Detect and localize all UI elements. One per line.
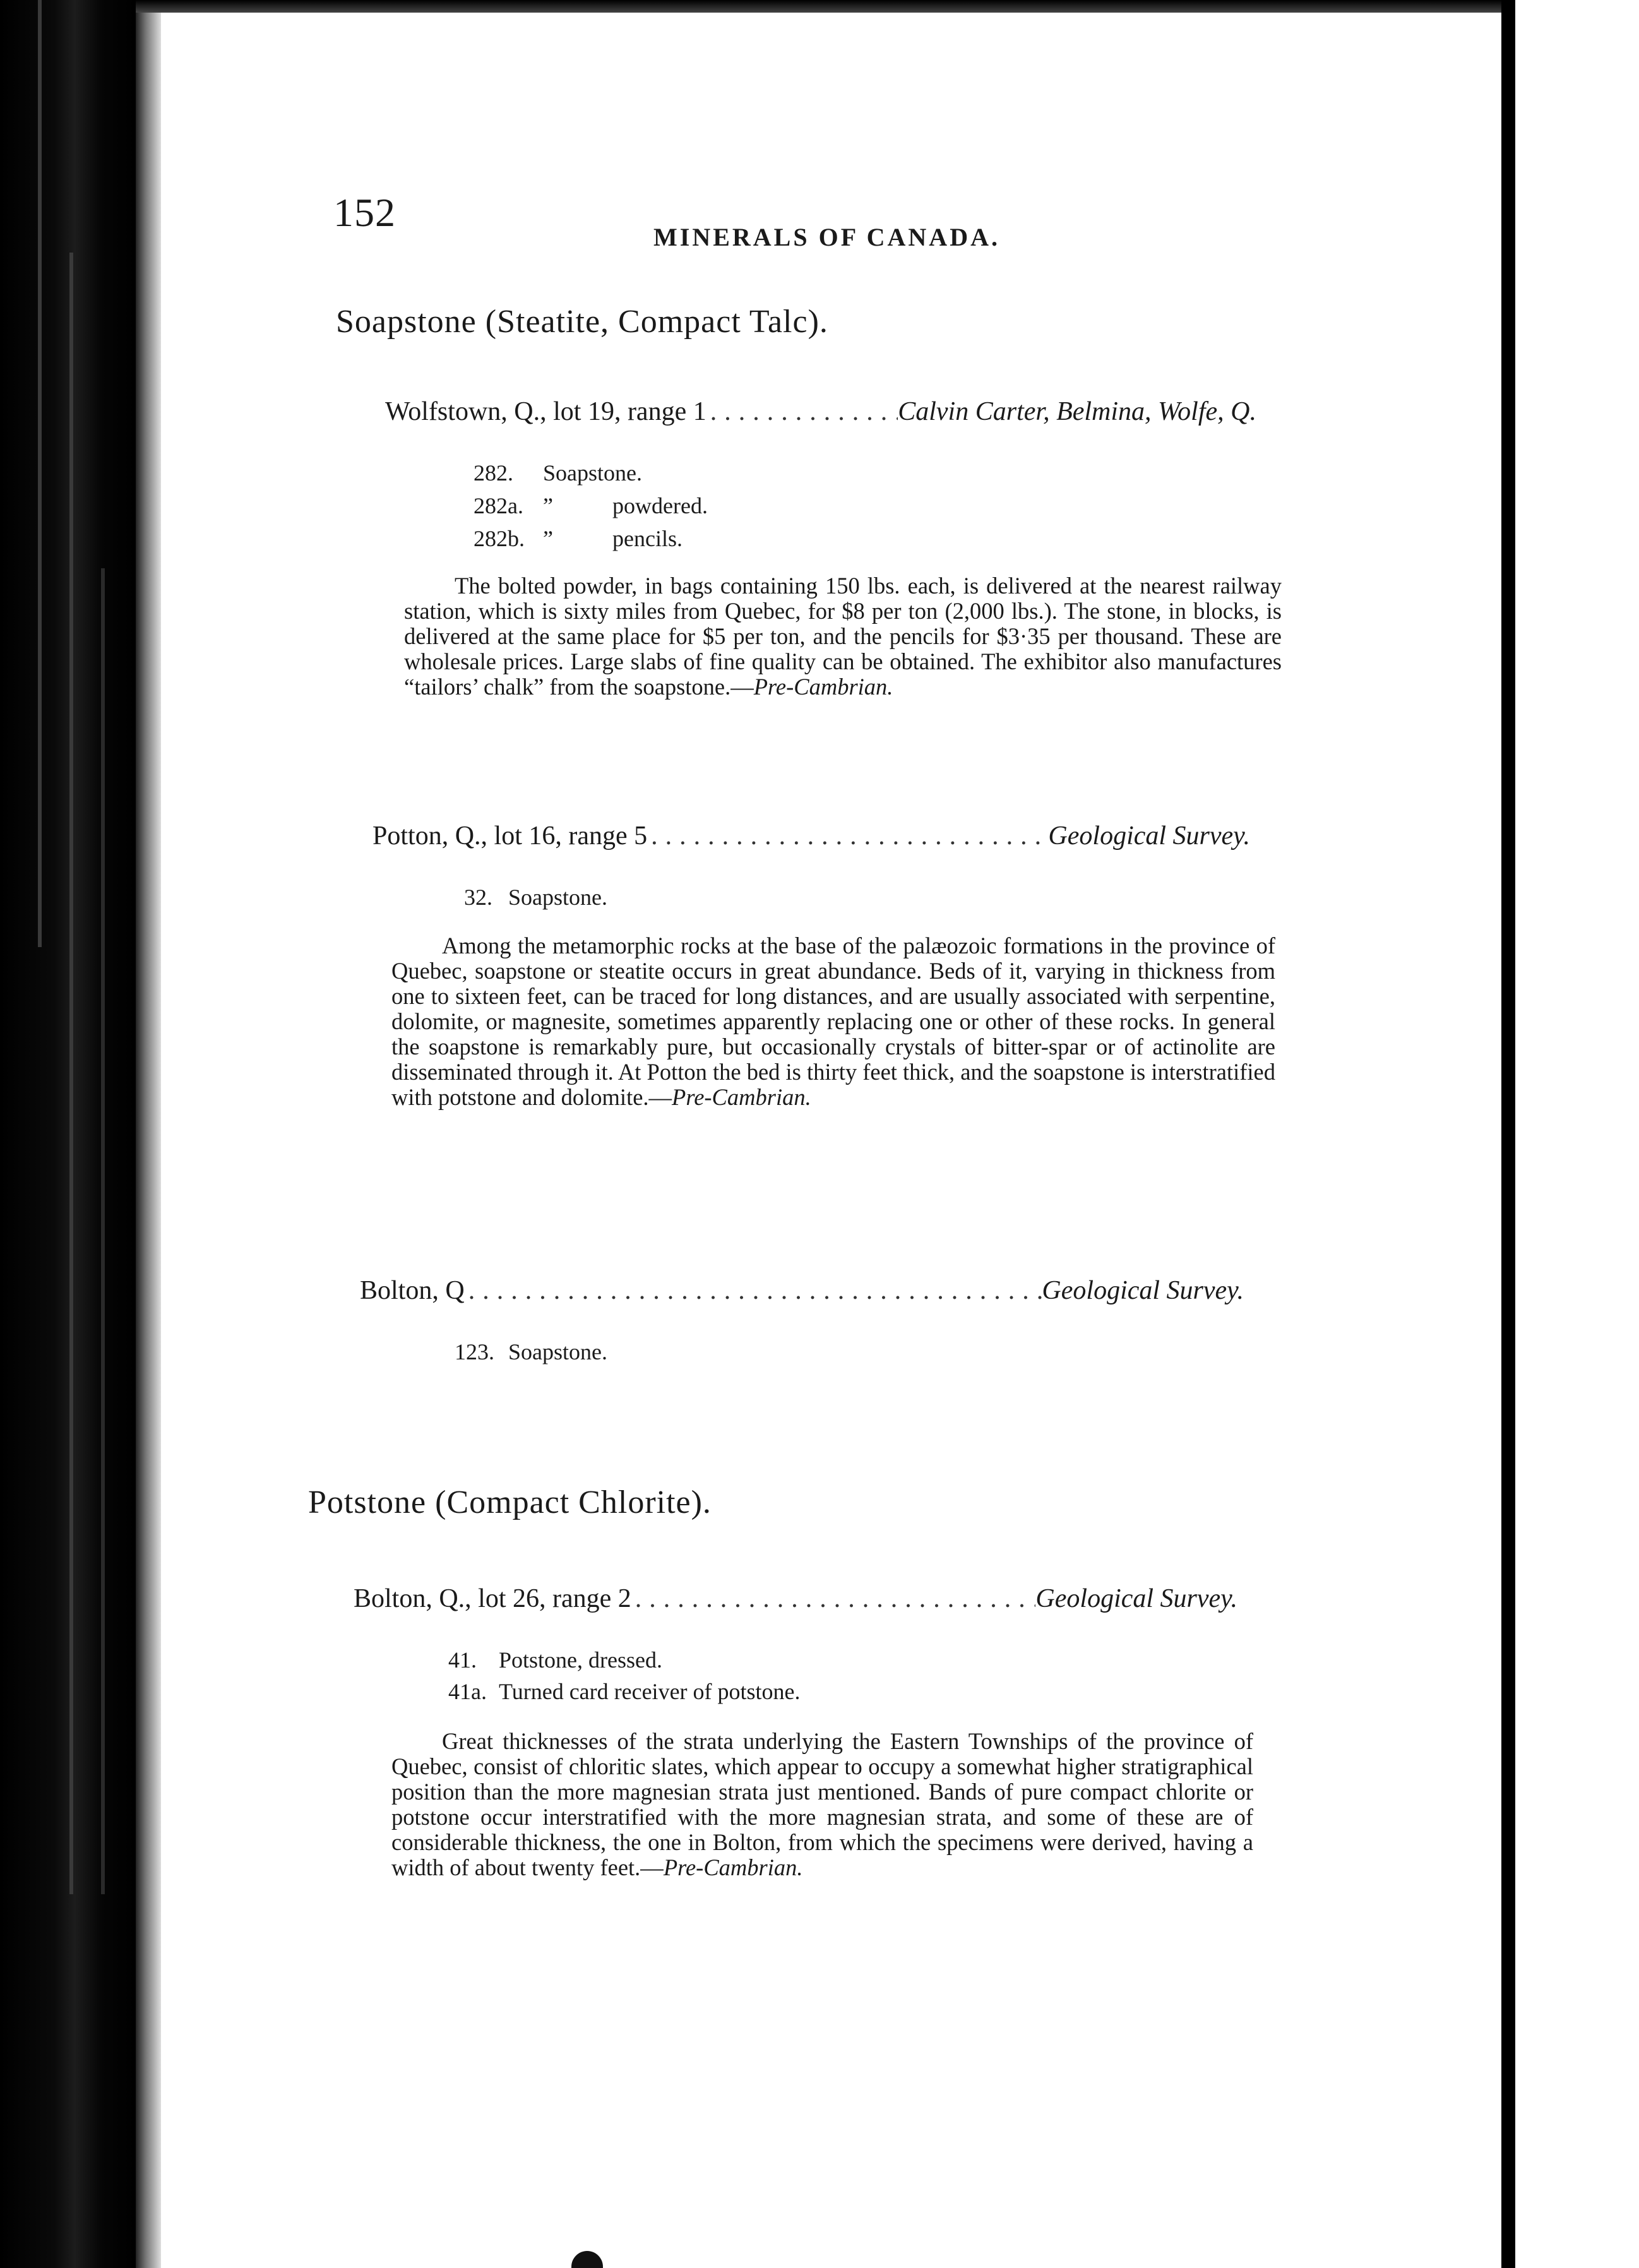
specimen-line: 41a. Turned card receiver of potstone. [448, 1679, 801, 1704]
specimen-line: 282. Soapstone. [474, 460, 642, 486]
entry-place: Bolton, Q., lot 26, range 2 [354, 1584, 631, 1613]
paragraph-wolfstown: The bolted powder, in bags containing 150 lbs. each, is delivered at the nearest railway station, which is sixty miles from Quebec, for $8 per ton (2,000 lbs.). The stone, in blocks, is delivered at the same place for $5 per ton, and the pencils for $3·35 per thousand. These are wholesale prices. Large slabs of fine quality can be obtained. The exhibitor also manufactures “tailors’ chalk” from the soapstone.—Pre-Cambrian. [404, 573, 1282, 700]
entry-wolfstown [385, 397, 1256, 427]
entry-source: Geological Survey. [1048, 821, 1250, 850]
paragraph-bolton: Great thicknesses of the strata underlying the Eastern Townships of the province of Quebec, consist of chloritic slates, which appear to occupy a somewhat higher stratigraphical position than the more magnesian strata just mentioned. Bands of pure compact chlorite or potstone occur interstratified with the more magnesian strata, and some of these are of considerable thickness, the one in Bolton, from which the specimens were derived, having a width of about twenty feet.—Pre-Cambrian. [391, 1728, 1253, 1880]
specimen-line: 41. Potstone, dressed. [448, 1647, 662, 1673]
period-label: Pre-Cambrian. [672, 1084, 811, 1110]
period-label: Pre-Cambrian. [663, 1854, 803, 1880]
entry-place: Potton, Q., lot 16, range 5 [372, 821, 648, 850]
entry-bolton-lot26 [354, 1584, 1237, 1614]
specimen-line: 32. Soapstone. [464, 885, 607, 910]
running-title: MINERALS OF CANADA. [653, 223, 1000, 251]
leader-dots [706, 397, 898, 427]
section-title-soapstone: Soapstone (Steatite, Compact Talc). [336, 304, 828, 340]
entry-source: Geological Survey. [1042, 1276, 1244, 1305]
ditto-mark: ” [543, 526, 553, 551]
specimen-line: 282a. ” powdered. [474, 493, 708, 518]
entry-source: Calvin Carter, Belmina, Wolfe, Q. [898, 397, 1256, 426]
leader-dots [465, 1275, 1042, 1306]
entry-place: Wolfstown, Q., lot 19, range 1 [385, 397, 706, 426]
entry-place: Bolton, Q [360, 1276, 465, 1305]
entry-bolton [360, 1275, 1244, 1306]
paragraph-potton: Among the metamorphic rocks at the base of the palæozoic formations in the province of Quebec, soapstone or steatite occurs in great abundance. Beds of it, varying in thickness from one to sixteen feet, can be traced for long distances, and are usually associated with serpentine, dolomite, or magnesite, sometimes apparently replacing one or other of these rocks. In general the soapstone is remarkably pure, but occasionally crystals of bitter-spar or of actinolite are disseminated through it. At Potton the bed is thirty feet thick, and the soapstone is interstratified with potstone and dolomite.—Pre-Cambrian. [391, 933, 1275, 1110]
specimen-line: 282b. ” pencils. [474, 526, 682, 551]
leader-dots [631, 1584, 1036, 1614]
ditto-mark: ” [543, 493, 553, 518]
specimen-line: 123. Soapstone. [455, 1339, 607, 1364]
entry-potton [372, 821, 1250, 851]
section-title-potstone: Potstone (Compact Chlorite). [308, 1484, 712, 1520]
page-number: 152 [333, 190, 396, 235]
leader-dots [647, 821, 1048, 851]
entry-source: Geological Survey. [1035, 1584, 1237, 1613]
period-label: Pre-Cambrian. [753, 674, 893, 700]
